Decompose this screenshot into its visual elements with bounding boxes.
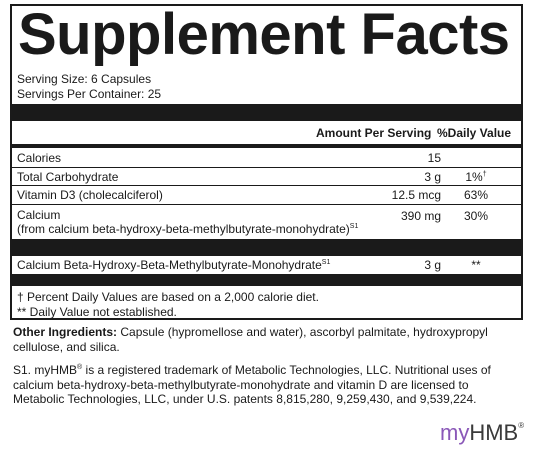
nutrient-name-carbohydrate: Total Carbohydrate xyxy=(17,170,119,184)
nutrient-dv-vitamin-d3: 63% xyxy=(463,188,489,202)
thick-divider-middle xyxy=(12,239,521,256)
footnote-daily-value: † Percent Daily Values are based on a 2,000 calorie diet. xyxy=(17,290,319,304)
amount-per-serving-header: Amount Per Serving xyxy=(316,126,432,140)
supplement-facts-panel xyxy=(10,4,523,320)
nutrient-dv-hmb: ** xyxy=(471,258,481,272)
footnote-not-established: ** Daily Value not established. xyxy=(17,305,177,319)
other-ingredients xyxy=(13,325,521,354)
nutrient-dv-calcium: 30% xyxy=(463,209,489,223)
nutrient-amount-vitamin-d3: 12.5 mcg xyxy=(391,188,441,202)
nutrient-name-calories: Calories xyxy=(17,151,62,165)
daily-value-header: %Daily Value xyxy=(437,126,512,140)
row-divider xyxy=(12,185,521,186)
nutrient-amount-carbohydrate: 3 g xyxy=(424,170,441,184)
nutrient-amount-calcium: 390 mg xyxy=(400,209,441,223)
servings-per-container: Servings Per Container: 25 xyxy=(17,87,162,101)
row-divider xyxy=(12,204,521,205)
nutrient-name-calcium: Calcium xyxy=(17,208,61,222)
trademark-note: S1. myHMB® is a registered trademark of Metabolic Technologies, LLC. Nutritional uses of calcium beta-hydroxy-beta-methylbutyrate-monohydrate and vitamin D are licensed to Metabolic Technologies, LLC, under U.S. patents 8,815,280, 9,259,430, and 9,539,224. xyxy=(13,363,491,406)
nutrient-dv-carbohydrate: 1%† xyxy=(465,170,487,184)
nutrient-amount-calories: 15 xyxy=(427,151,441,165)
thick-divider-bottom xyxy=(12,274,521,286)
nutrient-amount-hmb: 3 g xyxy=(424,258,441,272)
thick-divider-top xyxy=(12,104,521,121)
row-divider xyxy=(12,167,521,168)
dagger-mark: † xyxy=(482,171,487,178)
nutrient-name-hmb: Calcium Beta-Hydroxy-Beta-Methylbutyrate-Monohydrate$^{S1}$ xyxy=(17,258,331,272)
nutrient-source-calcium: (from calcium beta-hydroxy-beta-methylbutyrate-monohydrate)$^{S1}$ xyxy=(17,222,359,236)
myhmb-logo: myHMB® xyxy=(440,420,525,445)
medium-divider xyxy=(12,144,521,148)
other-ingredients-label: Other Ingredients: xyxy=(13,325,118,339)
panel-title: Supplement Facts xyxy=(18,2,510,67)
other-ingredients-text: Capsule (hypromellose and water), ascorbyl palmitate, hydroxypropyl cellulose, and silica. xyxy=(13,325,488,354)
serving-size: Serving Size: 6 Capsules xyxy=(17,72,152,86)
nutrient-name-vitamin-d3: Vitamin D3 (cholecalciferol) xyxy=(17,188,163,202)
